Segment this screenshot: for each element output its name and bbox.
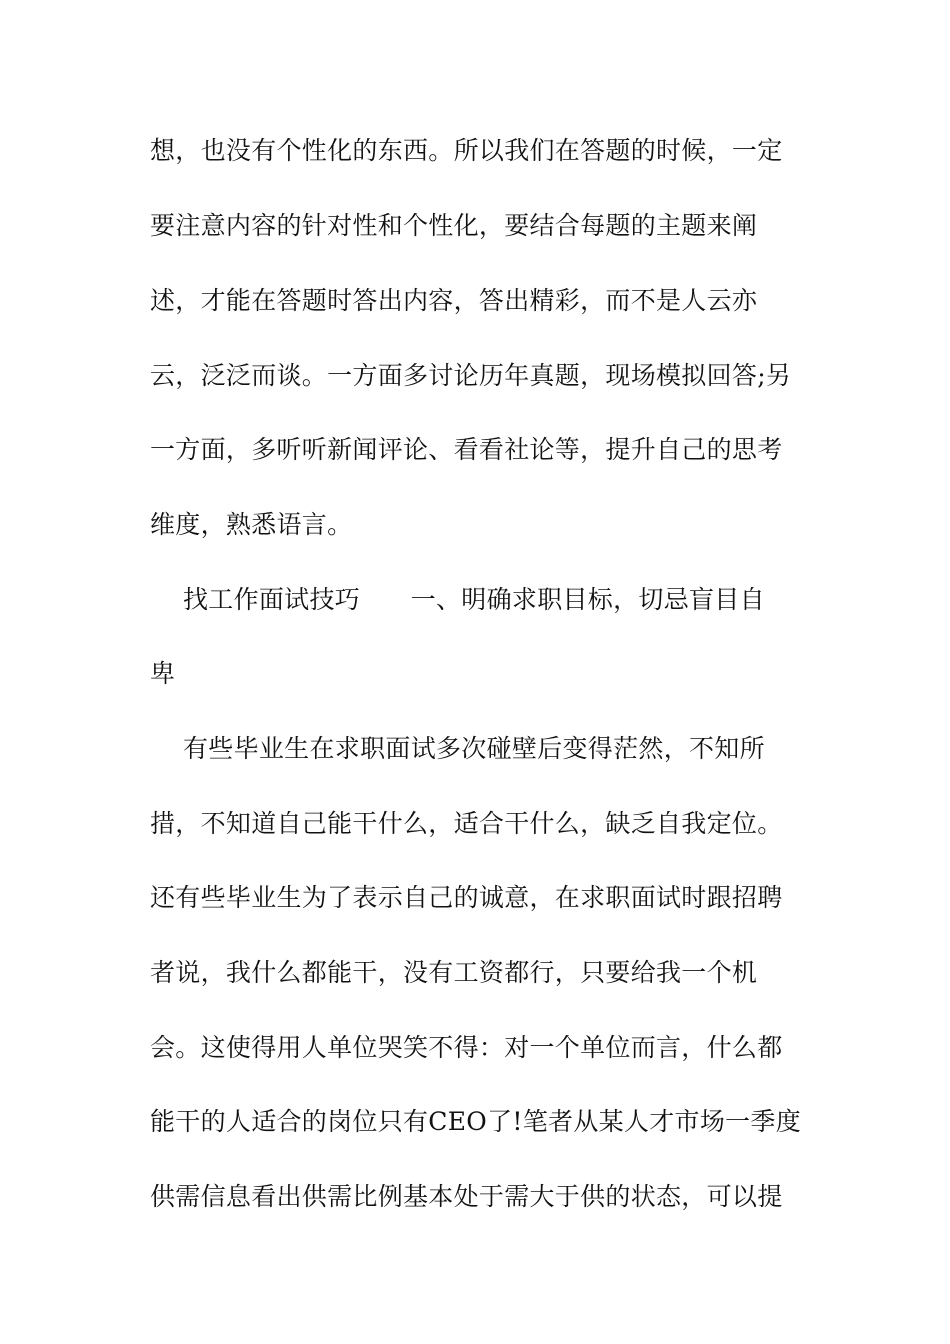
section-heading-line: 找工作面试技巧 一、明确求职目标，切忌盲目自 bbox=[150, 585, 765, 614]
text-line-1: 想，也没有个性化的东西。所以我们在答题的时候，一定 bbox=[150, 136, 783, 165]
text-line-4: 云，泛泛而谈。一方面多讨论历年真题，现场模拟回答;另 bbox=[150, 361, 792, 390]
text-line-13: 会。这使得用人单位哭笑不得：对一个单位而言，什么都 bbox=[150, 1033, 783, 1062]
text-line-2: 要注意内容的针对性和个性化，要结合每题的主题来阐 bbox=[150, 211, 758, 240]
text-line-5: 一方面，多听听新闻评论、看看社论等，提升自己的思考 bbox=[150, 435, 783, 464]
text-line-15: 供需信息看出供需比例基本处于需大于供的状态，可以提 bbox=[150, 1182, 783, 1211]
text-line-11: 还有些毕业生为了表示自己的诚意，在求职面试时跟招聘 bbox=[150, 883, 783, 912]
text-line-14: 能干的人适合的岗位只有CEO了!笔者从某人才市场一季度 bbox=[150, 1107, 802, 1136]
text-line-10: 措，不知道自己能干什么，适合干什么，缺乏自我定位。 bbox=[150, 809, 783, 838]
text-line-3: 述，才能在答题时答出内容，答出精彩，而不是人云亦 bbox=[150, 286, 758, 315]
text-line-12: 者说，我什么都能干，没有工资都行，只要给我一个机 bbox=[150, 958, 758, 987]
section-heading-continuation: 卑 bbox=[150, 659, 176, 688]
paragraph-start-line: 有些毕业生在求职面试多次碰壁后变得茫然，不知所 bbox=[150, 734, 765, 763]
text-line-6: 维度，熟悉语言。 bbox=[150, 510, 353, 539]
